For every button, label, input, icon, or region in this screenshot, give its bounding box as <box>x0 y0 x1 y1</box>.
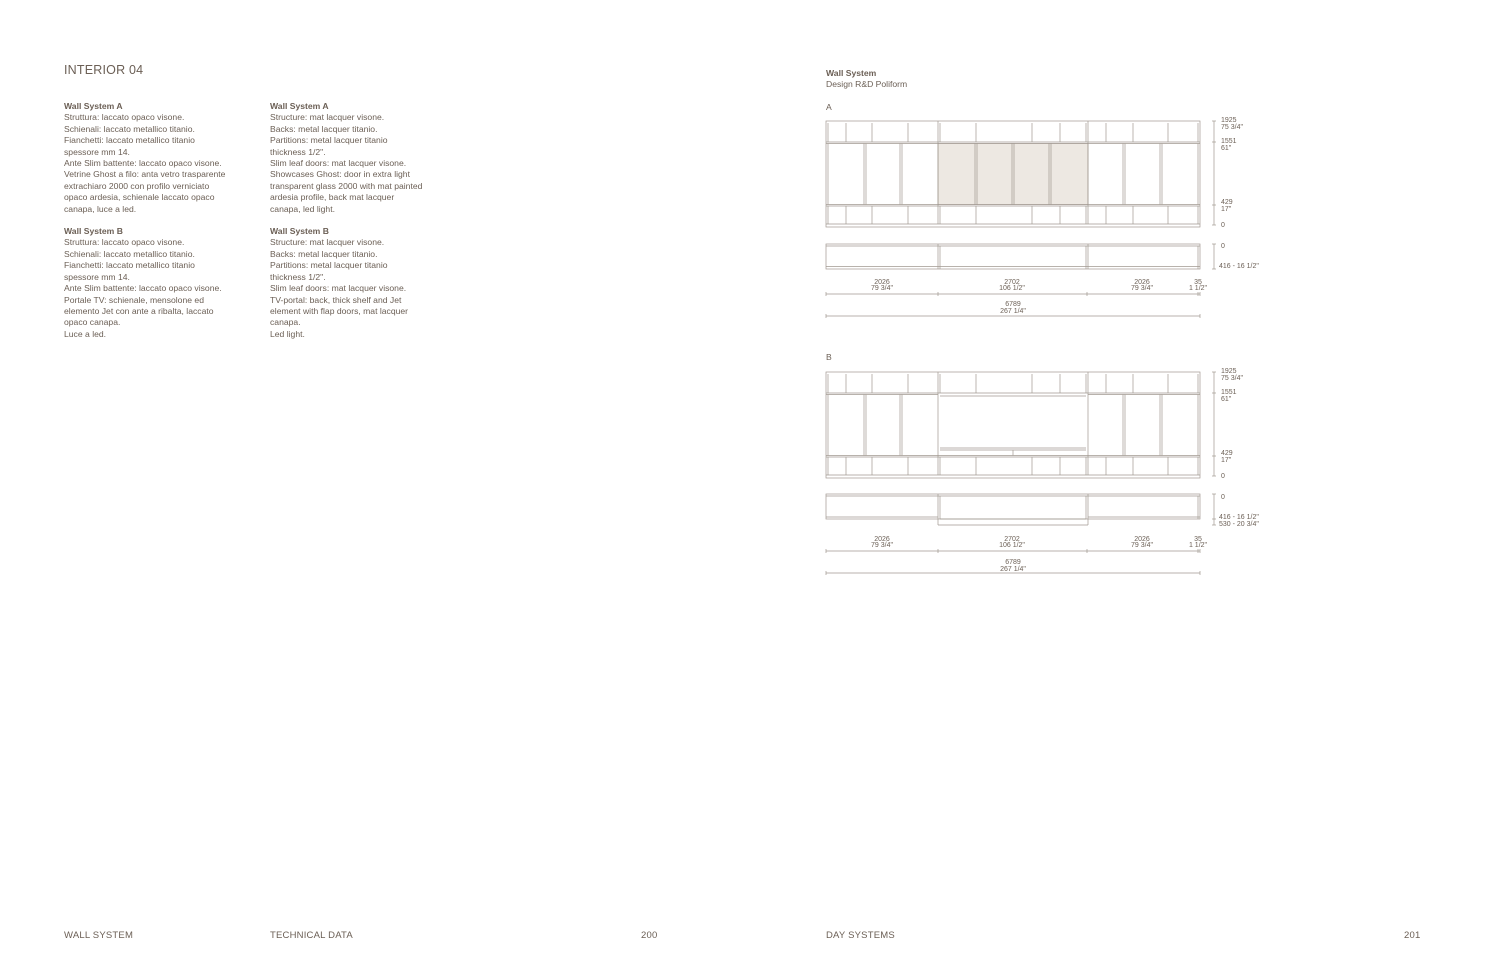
dim-a-w2-in: 106 1/2" <box>999 285 1025 292</box>
dim-b-total: 6789 <box>1005 559 1021 566</box>
dim-b-1925: 1925 <box>1221 368 1237 375</box>
text-line: canapa, led light. <box>270 203 335 214</box>
dim-b-429: 429 <box>1221 450 1233 457</box>
dim-b-w1: 2026 <box>874 536 890 543</box>
tv-portal <box>940 396 1086 456</box>
text-line: Struttura: laccato opaco visone. <box>64 112 185 123</box>
text-line: Led light. <box>270 328 305 339</box>
dim-b-w2: 2702 <box>1004 536 1020 543</box>
dim-a-1925: 1925 <box>1221 117 1237 124</box>
text-line: Slim leaf doors: mat lacquer visone. <box>270 158 407 169</box>
dim-b-1551: 1551 <box>1221 389 1237 396</box>
text-line: transparent glass 2000 with mat painted <box>270 180 423 191</box>
text-line: opaco canapa. <box>64 317 121 328</box>
dim-b-plan-416: 416 - 16 1/2" <box>1219 514 1259 521</box>
text-line: thickness 1/2". <box>270 271 326 282</box>
dim-b-plan-530: 530 - 20 3/4" <box>1219 521 1259 528</box>
text-line: Vetrine Ghost a filo: anta vetro trasparente <box>64 169 226 180</box>
bottom-row-dividers-b <box>828 457 1198 475</box>
product-designer: Design R&D Poliform <box>826 79 908 90</box>
dim-b-1551-in: 61" <box>1221 396 1232 403</box>
dim-a-1551: 1551 <box>1221 138 1237 145</box>
dim-a-w3: 2026 <box>1134 279 1150 286</box>
product-title: Wall System <box>826 68 877 78</box>
drawing-a-label: A <box>826 102 832 112</box>
dim-a-w4-in: 1 1/2" <box>1188 285 1208 292</box>
elevation-b-outline <box>826 372 1200 478</box>
text-line: spessore mm 14. <box>64 271 130 282</box>
dim-a-429: 429 <box>1221 199 1233 206</box>
text-line: Ante Slim battente: laccato opaco visone. <box>64 158 222 169</box>
dim-b-total-in: 267 1/4" <box>1000 566 1026 573</box>
english-system-a-title: Wall System A <box>270 101 329 111</box>
dim-a-w1-in: 79 3/4" <box>871 285 893 292</box>
text-line: Schienali: laccato metallico titanio. <box>64 123 195 134</box>
dim-a-w3-in: 79 3/4" <box>1131 285 1153 292</box>
text-line: Structure: mat lacquer visone. <box>270 112 385 123</box>
page-number-right: 201 <box>1404 930 1421 941</box>
text-line: Schienali: laccato metallico titanio. <box>64 248 195 259</box>
text-line: Partitions: metal lacquer titanio <box>270 260 388 271</box>
dim-a-w1: 2026 <box>874 279 890 286</box>
dim-a-1551-in: 61" <box>1221 145 1232 152</box>
dim-b-w4: 35 <box>1194 536 1202 543</box>
text-line: element with flap doors, mat lacquer <box>270 305 409 316</box>
dim-a-1925-in: 75 3/4" <box>1221 124 1243 131</box>
dim-a-0: 0 <box>1221 222 1225 229</box>
dim-b-plan-0: 0 <box>1221 494 1225 501</box>
dim-a-total-in: 267 1/4" <box>1000 308 1026 315</box>
text-line: Portale TV: schienale, mensolone ed <box>64 294 204 305</box>
text-line: Struttura: laccato opaco visone. <box>64 237 185 248</box>
dim-a-total: 6789 <box>1005 301 1021 308</box>
dim-b-0: 0 <box>1221 473 1225 480</box>
text-line: Ante Slim battente: laccato opaco visone. <box>64 283 222 294</box>
section-title: INTERIOR 04 <box>64 63 144 77</box>
dim-b-429-in: 17" <box>1221 457 1232 464</box>
footer-section-left: WALL SYSTEM <box>64 930 134 941</box>
text-line: ardesia profile, back mat lacquer <box>270 192 395 203</box>
dim-a-plan-0: 0 <box>1221 243 1225 250</box>
text-line: Luce a led. <box>64 328 107 339</box>
footer-section-right: DAY SYSTEMS <box>826 930 895 941</box>
dim-b-w1-in: 79 3/4" <box>871 542 893 549</box>
italian-system-a-title: Wall System A <box>64 101 123 111</box>
dim-b-1925-in: 75 3/4" <box>1221 375 1243 382</box>
text-line: canapa, luce a led. <box>64 203 137 214</box>
plan-b-outline <box>826 494 1200 519</box>
dim-b-w3-in: 79 3/4" <box>1131 542 1153 549</box>
top-row-dividers-b <box>828 372 1198 475</box>
text-line: canapa. <box>270 317 301 328</box>
text-line: thickness 1/2". <box>270 146 326 157</box>
dim-a-429-in: 17" <box>1221 206 1232 213</box>
text-line: Backs: metal lacquer titanio. <box>270 248 378 259</box>
text-line: elemento Jet con ante a ribalta, laccato <box>64 305 214 316</box>
text-line: Slim leaf doors: mat lacquer visone. <box>270 283 407 294</box>
dim-a-w2: 2702 <box>1004 279 1020 286</box>
text-line: extrachiaro 2000 con profilo verniciato <box>64 180 210 191</box>
text-line: Partitions: metal lacquer titanio <box>270 135 388 146</box>
dim-a-plan-416: 416 - 16 1/2" <box>1219 263 1259 270</box>
text-line: Backs: metal lacquer titanio. <box>270 123 378 134</box>
italian-system-b-title: Wall System B <box>64 226 123 237</box>
text-line: Fianchetti: laccato metallico titanio <box>64 260 195 271</box>
text-line: Structure: mat lacquer visone. <box>270 237 385 248</box>
dim-b-w2-in: 106 1/2" <box>999 542 1025 549</box>
drawing-b-label: B <box>826 352 832 362</box>
page-number-left: 200 <box>641 930 658 941</box>
dim-a-w4: 35 <box>1194 279 1202 286</box>
text-line: TV-portal: back, thick shelf and Jet <box>270 294 402 305</box>
text-line: Showcases Ghost: door in extra light <box>270 169 410 180</box>
text-line: Fianchetti: laccato metallico titanio <box>64 135 195 146</box>
dim-b-w4-in: 1 1/2" <box>1188 542 1208 549</box>
dim-b-w3: 2026 <box>1134 536 1150 543</box>
english-system-b-title: Wall System B <box>270 226 329 237</box>
text-line: opaco ardesia, schienale laccato opaco <box>64 192 215 203</box>
text-line: spessore mm 14. <box>64 146 130 157</box>
middle-row-doors-b <box>828 395 1198 456</box>
footer-subsection-left: TECHNICAL DATA <box>270 930 353 941</box>
